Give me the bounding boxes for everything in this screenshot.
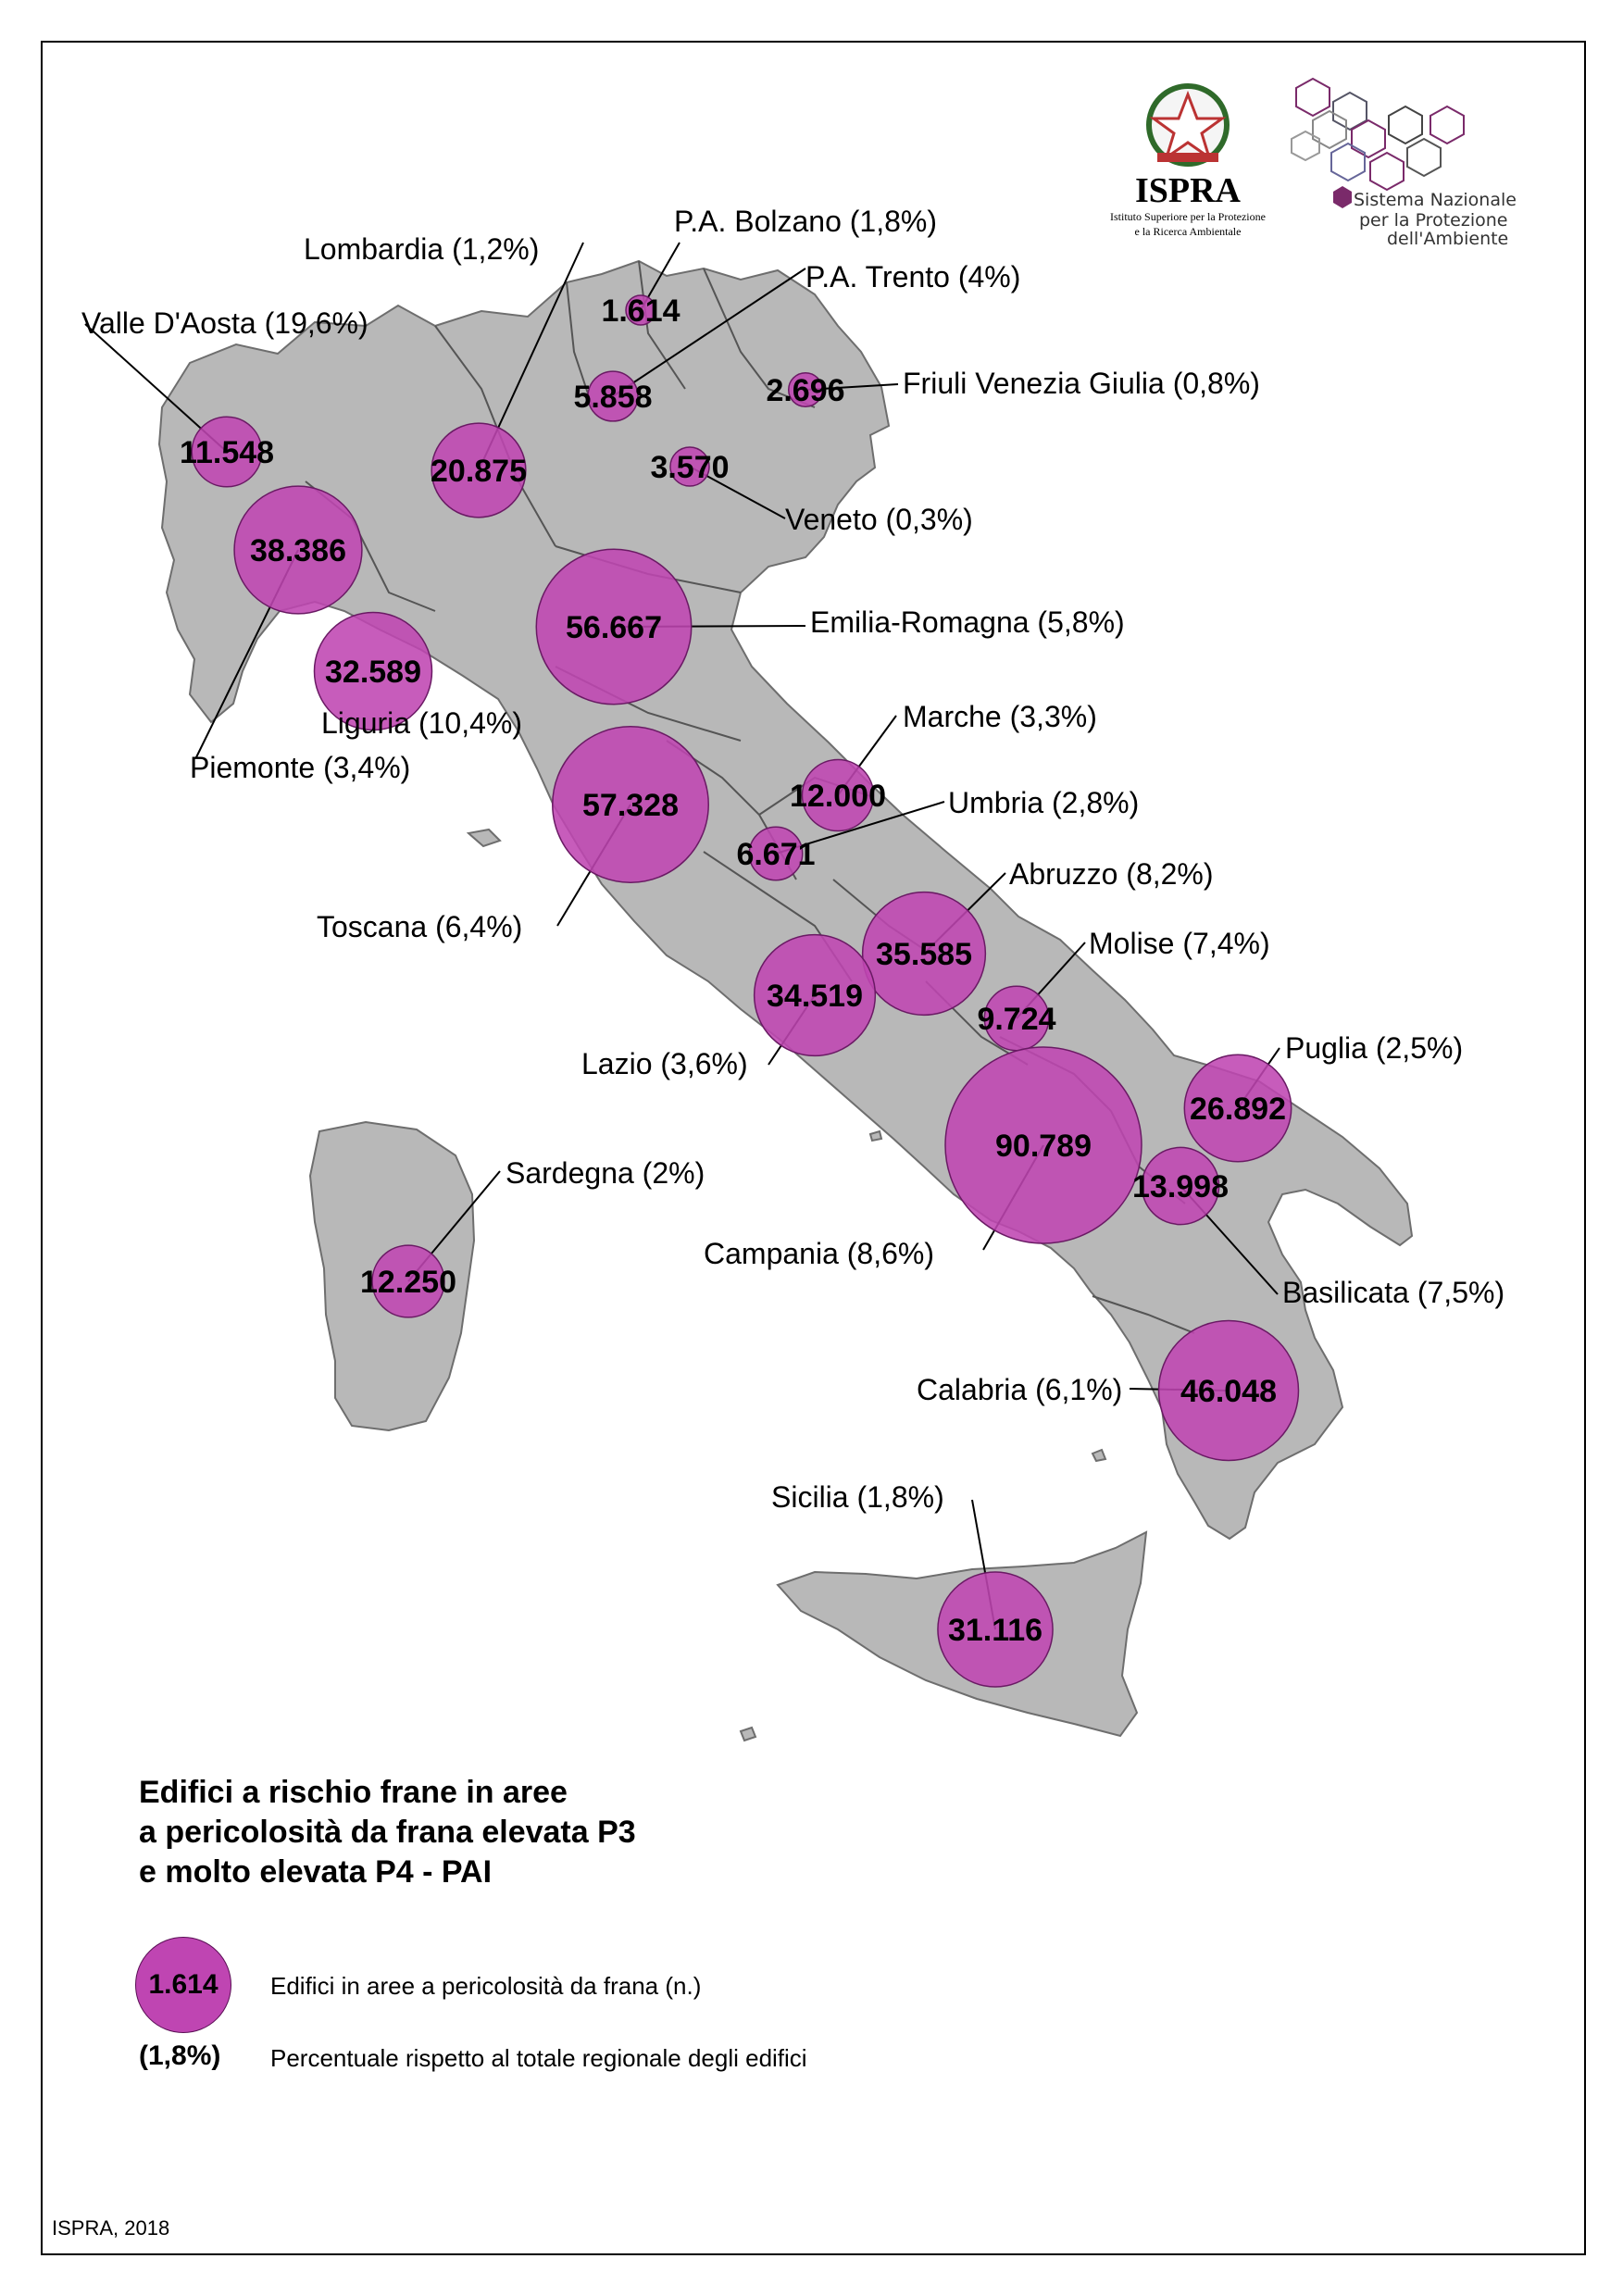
value-emilia-romagna: 56.667: [566, 610, 662, 645]
label-abruzzo: Abruzzo (8,2%): [1009, 857, 1214, 891]
legend-sample-value: 1.614: [148, 1969, 218, 2000]
ispra-logo: [1110, 86, 1266, 238]
snpa-line-3: dell'Ambiente: [1387, 229, 1509, 249]
value-umbria: 6.671: [736, 837, 816, 872]
label-liguria: Liguria (10,4%): [321, 706, 522, 740]
label-veneto: Veneto (0,3%): [785, 503, 973, 536]
value-calabria: 46.048: [1180, 1374, 1277, 1409]
credit-text: ISPRA, 2018: [52, 2216, 170, 2240]
value-molise: 9.724: [977, 1002, 1056, 1037]
elba-island: [468, 830, 500, 846]
value-pa-bolzano: 1.614: [601, 293, 680, 329]
legend-sample-pct: (1,8%): [139, 2040, 221, 2071]
label-toscana: Toscana (6,4%): [317, 910, 523, 943]
map-title-line-3: e molto elevata P4 - PAI: [139, 1854, 493, 1890]
value-friuli-venezia-giulia: 2.696: [766, 373, 845, 408]
label-puglia: Puglia (2,5%): [1285, 1031, 1464, 1065]
value-sardegna: 12.250: [360, 1265, 456, 1300]
map-title: [139, 1773, 636, 1892]
value-lazio: 34.519: [767, 979, 863, 1014]
label-campania: Campania (8,6%): [704, 1237, 934, 1270]
label-friuli-venezia-giulia: Friuli Venezia Giulia (0,8%): [903, 367, 1260, 400]
map-title-line-1: Edifici a rischio frane in aree: [139, 1775, 568, 1810]
value-veneto: 3.570: [650, 450, 730, 485]
label-pa-bolzano: P.A. Bolzano (1,8%): [674, 205, 938, 238]
ispra-subtitle-2: e la Ricerca Ambientale: [1134, 225, 1242, 238]
snpa-mark-icon: [1333, 186, 1352, 208]
legend-sample-bubble: [135, 1937, 231, 2033]
snpa-line-1: Sistema Nazionale: [1354, 190, 1517, 210]
label-calabria: Calabria (6,1%): [917, 1373, 1123, 1406]
label-emilia-romagna: Emilia-Romagna (5,8%): [810, 605, 1125, 639]
value-piemonte: 38.386: [250, 533, 346, 568]
value-marche: 12.000: [790, 779, 886, 814]
value-pa-trento: 5.858: [573, 380, 653, 415]
snpa-line-2: per la Protezione: [1359, 210, 1508, 231]
label-valle-daosta: Valle D'Aosta (19,6%): [81, 306, 368, 340]
lipari-island: [1092, 1450, 1105, 1461]
value-liguria: 32.589: [325, 655, 421, 690]
ispra-name: ISPRA: [1134, 171, 1242, 210]
label-lazio: Lazio (3,6%): [581, 1047, 748, 1080]
label-lombardia: Lombardia (1,2%): [304, 232, 540, 266]
map-title-line-2: a pericolosità da frana elevata P3: [139, 1815, 636, 1850]
capri-island: [870, 1131, 881, 1141]
ispra-subtitle-1: Istituto Superiore per la Protezione: [1110, 210, 1266, 223]
value-basilicata: 13.998: [1132, 1169, 1229, 1204]
pantelleria-island: [741, 1728, 755, 1741]
value-toscana: 57.328: [582, 788, 679, 823]
legend-pct-label: Percentuale rispetto al totale regionale degli edifici: [270, 2044, 807, 2072]
label-marche: Marche (3,3%): [903, 700, 1097, 733]
value-lombardia: 20.875: [431, 454, 527, 489]
label-umbria: Umbria (2,8%): [948, 786, 1140, 819]
label-sicilia: Sicilia (1,8%): [771, 1480, 944, 1514]
label-piemonte: Piemonte (3,4%): [190, 751, 411, 784]
legend-count-label: Edifici in aree a pericolosità da frana (n.): [270, 1972, 702, 2000]
label-sardegna: Sardegna (2%): [506, 1156, 705, 1190]
snpa-logo: [1292, 79, 1517, 249]
value-valle-daosta: 11.548: [179, 435, 275, 470]
label-molise: Molise (7,4%): [1089, 927, 1270, 960]
value-sicilia: 31.116: [947, 1613, 1043, 1648]
label-basilicata: Basilicata (7,5%): [1282, 1276, 1505, 1309]
value-puglia: 26.892: [1190, 1092, 1286, 1127]
hexagon-network-icon: [1292, 79, 1464, 190]
value-abruzzo: 35.585: [876, 937, 972, 972]
value-campania: 90.789: [995, 1129, 1092, 1164]
label-pa-trento: P.A. Trento (4%): [805, 260, 1021, 293]
